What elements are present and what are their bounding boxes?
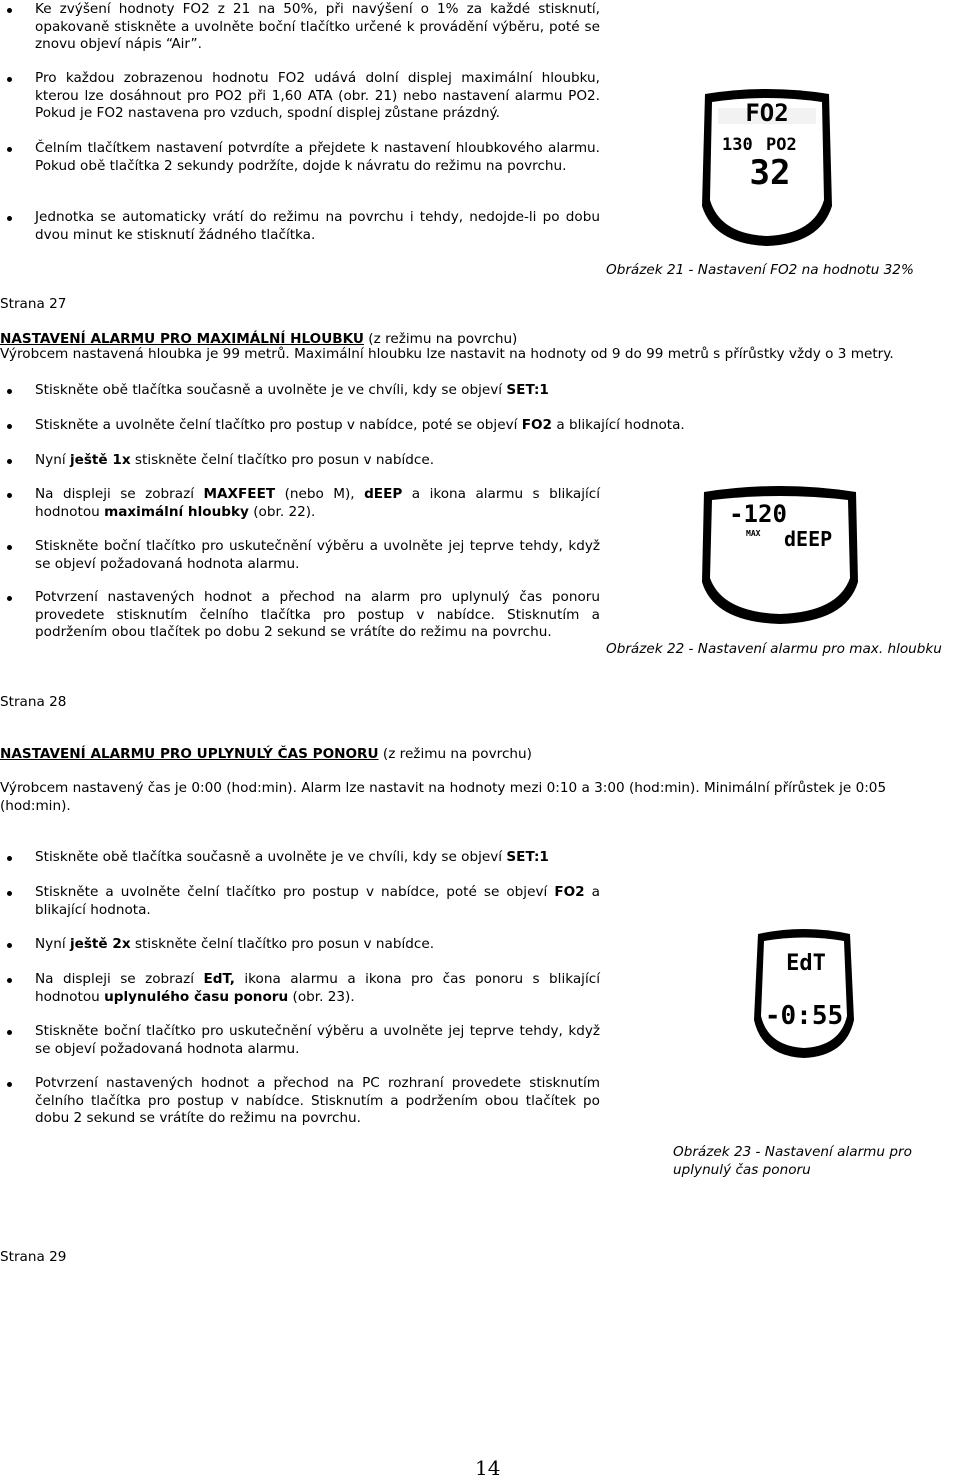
lcd-time-value: -0:55 xyxy=(764,1001,844,1031)
text: (obr. 23). xyxy=(288,988,355,1005)
set-label: SET:1 xyxy=(506,382,549,398)
text: stiskněte čelní tlačítko pro posun v nabídce. xyxy=(130,452,435,468)
bullet-text: Ke zvýšení hodnoty FO2 z 21 na 50%, při navýšení o 1% za každé stisknutí, opakovaně stiskněte a uvolněte boční tlačítko určené k provádění výběru, poté se znovu objeví nápis “Air”. xyxy=(35,1,600,53)
heading-time-alarm xyxy=(0,746,532,762)
text: Stiskněte a uvolněte čelní tlačítko pro postup v nabídce, poté se objeví xyxy=(35,417,522,433)
maxfeet-label: MAXFEET xyxy=(203,486,276,502)
fo2-label: FO2 xyxy=(554,884,585,900)
figure-22-lcd xyxy=(700,484,860,626)
heading-rest: (z režimu na povrchu) xyxy=(363,331,518,347)
text: Na displeji se zobrazí xyxy=(35,486,204,502)
heading-bold: NASTAVENÍ ALARMU PRO UPLYNULÝ ČAS PONORU xyxy=(0,746,379,762)
time-bullet-6: Potvrzení nastavených hodnot a přechod na PC rozhraní provedete stisknutím čelního tlačítka pro postup v nabídce. Stisknutím a podržením obou tlačítek po dobu 2 sekund se vrátíte do režimu na povrchu. xyxy=(35,1075,600,1127)
bullet-confirm xyxy=(35,140,600,175)
lcd-fo2-value: 32 xyxy=(749,153,791,193)
lcd-fo2-label: FO2 xyxy=(745,99,789,127)
heading-depth-alarm xyxy=(0,331,517,347)
page-label-28: Strana 28 xyxy=(0,694,67,710)
deep-label: dEEP xyxy=(364,486,403,502)
count-label: ještě 2x xyxy=(69,936,131,952)
intro-depth: Výrobcem nastavená hloubka je 99 metrů. Maximální hloubku lze nastavit na hodnoty od 9 do 99 metrů s přírůstky vždy o 3 metry. xyxy=(0,346,894,362)
bullet-text: Jednotka se automaticky vrátí do režimu na povrchu i tehdy, nedojde-li po dobu dvou minut ke stisknutí žádného tlačítka. xyxy=(35,209,600,243)
depth-bullet-3 xyxy=(35,452,725,470)
bullet-auto-return xyxy=(35,209,600,244)
fo2-label: FO2 xyxy=(521,417,553,433)
bullet-fo2-increase xyxy=(35,1,600,54)
page-label-27: Strana 27 xyxy=(0,296,67,312)
time-bullet-4 xyxy=(35,971,600,1006)
heading-rest: (z režimu na povrchu) xyxy=(378,746,532,762)
lcd-deep-label: dEEP xyxy=(784,527,833,551)
text: Stiskněte a uvolněte čelní tlačítko pro postup v nabídce, poté se objeví xyxy=(35,884,555,900)
max-depth-label: maximální hloubky xyxy=(104,503,249,520)
time-bullet-5: Stiskněte boční tlačítko pro uskutečnění výběru a uvolněte jej teprve tehdy, když se objeví požadovaná hodnota alarmu. xyxy=(35,1023,600,1057)
figure-21-lcd xyxy=(700,88,834,248)
text: Stiskněte obě tlačítka současně a uvolněte je ve chvíli, kdy se objeví xyxy=(35,382,507,398)
intro-time: Výrobcem nastavený čas je 0:00 (hod:min). Alarm lze nastavit na hodnoty mezi 0:10 a 3:00 (hod:min). Minimální přírůstek je 0:05 (hod:min). xyxy=(0,780,887,814)
depth-bullet-5: Stiskněte boční tlačítko pro uskutečnění výběru a uvolněte jej teprve tehdy, když se objeví požadovaná hodnota alarmu. xyxy=(35,538,600,572)
set-label: SET:1 xyxy=(506,849,549,865)
time-bullet-3 xyxy=(35,936,600,954)
depth-bullet-4 xyxy=(35,486,600,521)
time-bullet-1 xyxy=(35,849,600,867)
bullet-fo2-display xyxy=(35,70,600,123)
text: ikona alarmu a ikona pro čas ponoru s blikající hodnotou xyxy=(35,971,600,1005)
depth-bullet-1 xyxy=(35,382,725,400)
text: a ikona alarmu s blikající hodnotou xyxy=(35,486,601,520)
text: Nyní xyxy=(35,936,70,952)
lcd-depth-value: 130 xyxy=(722,135,753,155)
time-bullet-2 xyxy=(35,884,600,919)
lcd-po2-label: PO2 xyxy=(766,135,797,155)
text: Stiskněte obě tlačítka současně a uvolněte je ve chvíli, kdy se objeví xyxy=(35,849,507,865)
lcd-max-label: MAX xyxy=(746,529,761,538)
figure-22-caption: Obrázek 22 - Nastavení alarmu pro max. hloubku xyxy=(606,641,942,657)
figure-23-lcd xyxy=(752,928,856,1060)
bullet-text: Pro každou zobrazenou hodnotu FO2 udává dolní displej maximální hloubku, kterou lze dosáhnout pro PO2 při 1,60 ATA (obr. 21) nebo nastavení alarmu PO2. Pokud je FO2 nastavena pro vzduch, spodní displej zůstane prázdný. xyxy=(35,70,600,122)
text: a blikající hodnota. xyxy=(552,417,685,433)
bullet-text: Čelním tlačítkem nastavení potvrdíte a přejdete k nastavení hloubkového alarmu. Pokud obě tlačítka 2 sekundy podržíte, dojde k návratu do režimu na povrchu. xyxy=(35,140,600,174)
page-number: 14 xyxy=(475,1456,501,1480)
figure-21-caption: Obrázek 21 - Nastavení FO2 na hodnotu 32% xyxy=(606,262,914,278)
page-label-29: Strana 29 xyxy=(0,1249,67,1265)
lcd-depth-alarm-value: -120 xyxy=(729,500,787,528)
text: (obr. 22). xyxy=(248,503,316,520)
heading-bold: NASTAVENÍ ALARMU PRO MAXIMÁLNÍ HLOUBKU xyxy=(0,331,364,347)
count-label: ještě 1x xyxy=(69,452,131,468)
text: a blikající hodnota. xyxy=(35,884,600,918)
depth-bullet-6: Potvrzení nastavených hodnot a přechod na alarm pro uplynulý čas ponoru provedete stisknutím čelního tlačítka pro postup v nabídce. Stisknutím a podržením obou tlačítek po dobu 2 sekund se vrátíte do režimu na povrchu. xyxy=(35,589,600,641)
depth-bullet-2 xyxy=(35,417,725,435)
lcd-edt-label: EdT xyxy=(786,951,826,976)
text: Nyní xyxy=(35,452,70,468)
text: Na displeji se zobrazí xyxy=(35,971,204,987)
figure-23-caption: Obrázek 23 - Nastavení alarmu pro uplynulý čas ponoru xyxy=(673,1144,912,1178)
text: (nebo M), xyxy=(275,486,365,502)
text: stiskněte čelní tlačítko pro posun v nabídce. xyxy=(130,936,435,952)
edt-label: EdT, xyxy=(203,971,235,987)
elapsed-time-label: uplynulého času ponoru xyxy=(104,988,289,1005)
